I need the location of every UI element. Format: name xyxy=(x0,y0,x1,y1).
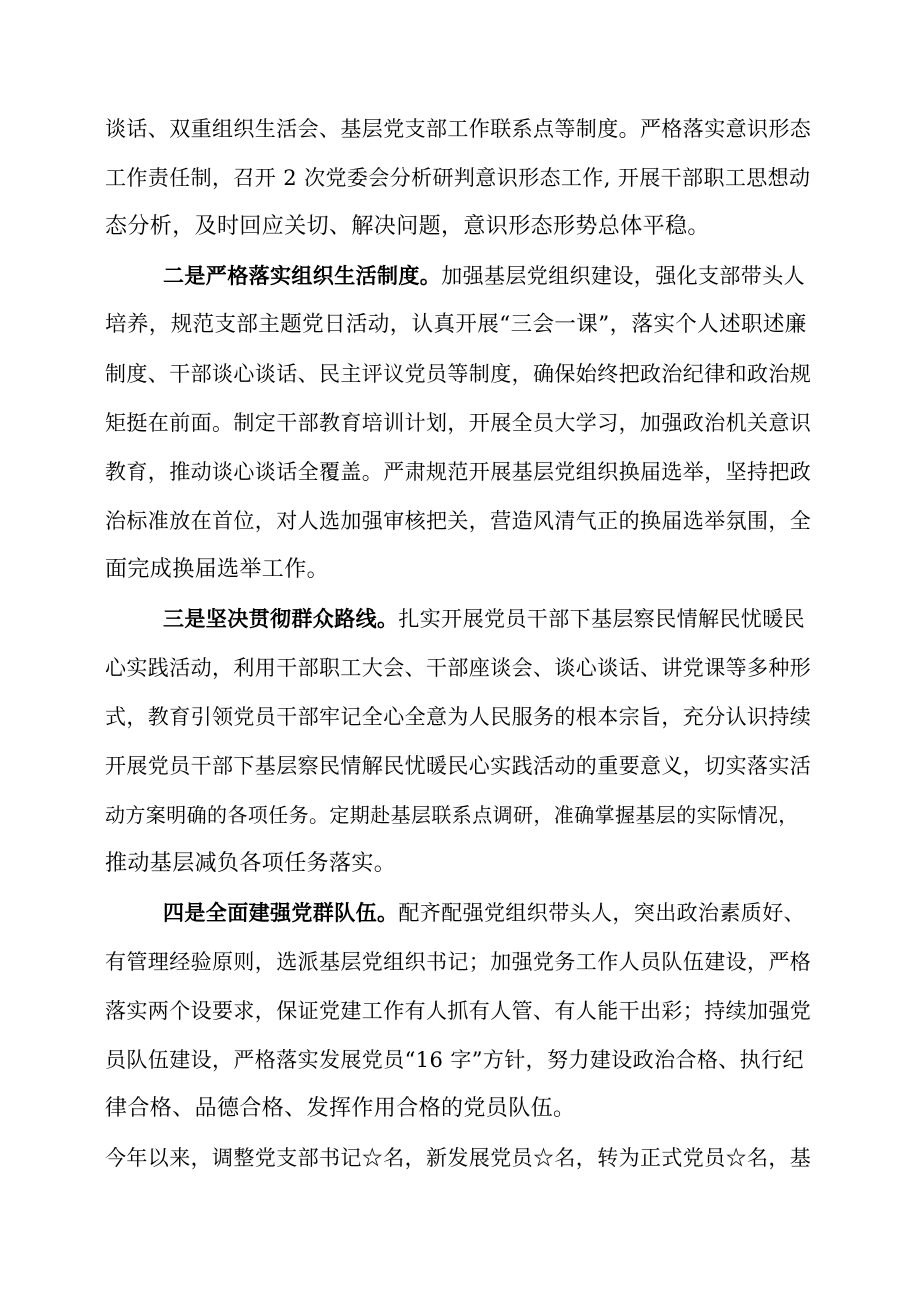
section-3-text: 扎实开展党员干部下基层察民情解民忧暖民 xyxy=(398,607,806,631)
body-line: 教育，推动谈心谈话全覆盖。严肃规范开展基层党组织换届选举，坚持把政 xyxy=(105,460,812,484)
body-line: 有管理经验原则，选派基层党组织书记；加强党务工作人员队伍建设，严格 xyxy=(105,950,812,974)
paragraph-section-2-first-line xyxy=(163,262,805,290)
paragraph-section-3-first-line xyxy=(163,605,805,633)
body-line: 面完成换届选举工作。 xyxy=(105,557,330,582)
body-line: 培养，规范支部主题党日活动，认真开展“三会一课”，落实个人述职述廉 xyxy=(105,312,807,337)
body-line: 态分析，及时回应关切、解决问题，意识形态形势总体平稳。 xyxy=(105,214,710,239)
body-line: 律合格、品德合格、发挥作用合格的党员队伍。 xyxy=(105,1096,576,1121)
section-4-heading: 四是全面建强党群队伍。 xyxy=(163,901,399,925)
body-line: 谈话、双重组织生活会、基层党支部工作联系点等制度。严格落实意识形态 xyxy=(105,117,812,141)
paragraph-section-4-first-line xyxy=(163,899,805,927)
section-3-heading: 三是坚决贯彻群众路线。 xyxy=(163,607,399,631)
section-2-heading: 二是严格落实组织生活制度。 xyxy=(163,264,442,288)
body-line: 式，教育引领党员干部牢记全心全意为人民服务的根本宗旨，充分认识持续 xyxy=(105,705,812,729)
body-line: 落实两个设要求，保证党建工作有人抓有人管、有人能干出彩；持续加强党 xyxy=(105,999,812,1023)
body-line: 推动基层减负各项任务落实。 xyxy=(105,851,397,876)
body-line: 动方案明确的各项任务。定期赴基层联系点调研，准确掌握基层的实际情况， xyxy=(105,803,799,827)
body-line: 治标准放在首位，对人选加强审核把关，营造风清气正的换届选举氛围，全 xyxy=(105,509,812,533)
body-line-summary: 今年以来，调整党支部书记☆名，新发展党员☆名，转为正式党员☆名，基 xyxy=(105,1146,812,1170)
section-4-text: 配齐配强党组织带头人，突出政治素质好、 xyxy=(398,901,806,925)
section-2-text: 加强基层党组织建设，强化支部带头人 xyxy=(441,264,806,288)
body-line: 开展党员干部下基层察民情解民忧暖民心实践活动的重要意义，切实落实活 xyxy=(105,754,812,778)
body-line: 矩挺在前面。制定干部教育培训计划，开展全员大学习，加强政治机关意识 xyxy=(105,411,812,435)
body-line: 心实践活动，利用干部职工大会、干部座谈会、谈心谈话、讲党课等多种形 xyxy=(105,656,812,680)
body-line: 工作责任制，召开 2 次党委会分析研判意识形态工作, 开展干部职工思想动 xyxy=(105,166,811,190)
body-line: 制度、干部谈心谈话、民主评议党员等制度，确保始终把政治纪律和政治规 xyxy=(105,362,812,386)
body-line: 员队伍建设，严格落实发展党员“16 字”方针，努力建设政治合格、执行纪 xyxy=(105,1048,804,1072)
